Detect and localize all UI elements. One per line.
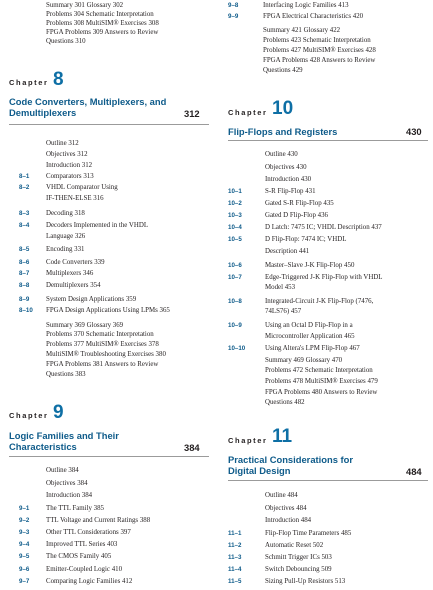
section-title: Automatic Reset 502 — [265, 542, 324, 549]
summary-line: Summary 301 Glossary 302 — [46, 2, 124, 9]
section-number: 8–10 — [19, 307, 33, 314]
divider — [9, 456, 209, 457]
section-title: Comparators 313 — [46, 173, 94, 180]
section-title: VHDL Comparator Using — [46, 184, 118, 191]
section-number: 8–7 — [19, 270, 30, 277]
section-title: FPGA Design Applications Using LPMs 365 — [46, 307, 170, 314]
section-number: 10–9 — [228, 322, 242, 329]
chapter-label: Chapter — [9, 411, 49, 420]
section-number: 8–9 — [19, 296, 30, 303]
section-number: 8–3 — [19, 210, 30, 217]
chapter-title: Demultiplexers — [9, 107, 77, 118]
chapter-title: Digital Design — [228, 465, 291, 476]
section-title: The TTL Family 385 — [46, 505, 104, 512]
section-title: Using Altera's LPM Flip-Flop 467 — [265, 345, 360, 352]
chapter-page: 430 — [406, 126, 422, 137]
summary-line: Problems 478 MultiSIM® Exercises 479 — [265, 378, 378, 385]
section-title: Encoding 331 — [46, 246, 85, 253]
section-title: The CMOS Family 405 — [46, 553, 112, 560]
chapter-number: 8 — [53, 69, 64, 90]
chapter-title: Logic Families and Their — [9, 430, 119, 441]
section-number: 9–4 — [19, 541, 30, 548]
section-title: Decoders Implemented in the VHDL — [46, 222, 149, 229]
summary-line: FPGA Problems 309 Answers to Review — [46, 29, 159, 36]
section-number: 10–10 — [228, 345, 246, 352]
section-title: Language 326 — [46, 233, 86, 240]
summary-line: Problems 370 Schematic Interpretation — [46, 331, 154, 338]
intro-outline: Outline 312 — [46, 140, 79, 147]
summary-line: Questions 310 — [46, 38, 86, 45]
chapter-page: 484 — [406, 466, 422, 477]
section-number: 9–1 — [19, 505, 30, 512]
section-number: 11–1 — [228, 530, 242, 537]
section-number: 11–5 — [228, 578, 242, 585]
chapter-title: Code Converters, Multiplexers, and — [9, 96, 167, 107]
section-number: 11–2 — [228, 542, 242, 549]
section-number: 9–7 — [19, 578, 30, 585]
section-number: 8–4 — [19, 222, 30, 229]
summary-line: Problems 427 MultiSIM® Exercises 428 — [263, 47, 376, 54]
section-title: Emitter-Coupled Logic 410 — [46, 566, 123, 573]
section-title: D Latch: 7475 IC; VHDL Description 437 — [265, 224, 382, 231]
section-title: Decoding 318 — [46, 210, 85, 217]
summary-line: Summary 421 Glossary 422 — [263, 27, 341, 34]
section-title: Sizing Pull-Up Resistors 513 — [265, 578, 346, 585]
section-title: S-R Flip-Flop 431 — [265, 188, 316, 195]
chapter-number: 11 — [272, 426, 293, 447]
section-number: 9–9 — [228, 13, 239, 20]
chapter-title: Characteristics — [9, 441, 77, 452]
summary-line: Questions 383 — [46, 371, 86, 378]
summary-line: Problems 377 MultiSIM® Exercises 378 — [46, 341, 159, 348]
chapter-label: Chapter — [9, 78, 49, 87]
section-title: Gated S-R Flip-Flop 435 — [265, 200, 334, 207]
chapter-number: 10 — [272, 98, 294, 119]
section-number: 9–8 — [228, 2, 239, 9]
section-number: 11–4 — [228, 566, 242, 573]
summary-line: MultiSIM® Troubleshooting Exercises 380 — [46, 351, 166, 358]
summary-line: Summary 469 Glossary 470 — [265, 357, 343, 364]
summary-line: Problems 423 Schematic Interpretation — [263, 37, 371, 44]
chapter-title: Practical Considerations for — [228, 454, 354, 465]
section-title: Description 441 — [265, 248, 310, 255]
divider — [228, 480, 428, 481]
section-title: Multiplexers 346 — [46, 270, 94, 277]
section-number: 11–3 — [228, 554, 242, 561]
section-number: 10–7 — [228, 274, 242, 281]
section-number: 9–5 — [19, 553, 30, 560]
section-title: Improved TTL Series 403 — [46, 541, 118, 548]
section-title: Switch Debouncing 509 — [265, 566, 332, 573]
section-title: Flip-Flop Time Parameters 485 — [265, 530, 352, 537]
section-number: 10–5 — [228, 236, 242, 243]
intro-outline: Outline 484 — [265, 492, 298, 499]
section-title: Microcontroller Application 465 — [265, 333, 355, 340]
section-title: IF-THEN-ELSE 316 — [46, 195, 104, 202]
summary-line: Summary 369 Glossary 369 — [46, 322, 124, 329]
section-number: 8–6 — [19, 259, 30, 266]
section-title: TTL Voltage and Current Ratings 388 — [46, 517, 151, 524]
section-number: 8–2 — [19, 184, 30, 191]
summary-line: FPGA Problems 428 Answers to Review — [263, 57, 376, 64]
intro-introduction: Introduction 430 — [265, 176, 312, 183]
intro-objectives: Objectives 484 — [265, 505, 307, 512]
chapter-title: Flip-Flops and Registers — [228, 126, 338, 137]
section-title: Code Converters 339 — [46, 259, 105, 266]
summary-line: Problems 304 Schematic Interpretation — [46, 11, 154, 18]
summary-line: Problems 472 Schematic Interpretation — [265, 367, 373, 374]
intro-introduction: Introduction 384 — [46, 492, 93, 499]
section-title: Other TTL Considerations 397 — [46, 529, 131, 536]
section-title: Schmitt Trigger ICs 503 — [265, 554, 332, 561]
summary-line: FPGA Problems 480 Answers to Review — [265, 389, 378, 396]
section-number: 8–1 — [19, 173, 30, 180]
chapter-label: Chapter — [228, 436, 268, 445]
section-title: Model 453 — [265, 284, 296, 291]
section-number: 10–1 — [228, 188, 242, 195]
section-number: 10–2 — [228, 200, 242, 207]
section-number: 8–5 — [19, 246, 30, 253]
chapter-page: 384 — [184, 442, 200, 453]
section-title: FPGA Electrical Characteristics 420 — [263, 13, 364, 20]
section-title: Comparing Logic Families 412 — [46, 578, 133, 585]
section-title: Interfacing Logic Families 413 — [263, 2, 349, 9]
intro-outline: Outline 384 — [46, 467, 79, 474]
intro-objectives: Objectives 384 — [46, 480, 88, 487]
intro-outline: Outline 430 — [265, 151, 298, 158]
intro-introduction: Introduction 484 — [265, 517, 312, 524]
section-number: 10–3 — [228, 212, 242, 219]
section-title: Master–Slave J-K Flip-Flop 450 — [265, 262, 355, 269]
divider — [228, 140, 428, 141]
section-number: 8–8 — [19, 282, 30, 289]
intro-introduction: Introduction 312 — [46, 162, 93, 169]
chapter-number: 9 — [53, 402, 64, 423]
section-title: System Design Applications 359 — [46, 296, 137, 303]
section-title: Integrated-Circuit J-K Flip-Flop (7476, — [265, 298, 374, 305]
section-title: Demultiplexers 354 — [46, 282, 101, 289]
section-title: Using an Octal D Flip-Flop in a — [265, 322, 353, 329]
section-number: 10–8 — [228, 298, 242, 305]
summary-line: Questions 429 — [263, 67, 303, 74]
section-title: D Flip-Flop: 7474 IC; VHDL — [265, 236, 347, 243]
section-number: 10–6 — [228, 262, 242, 269]
section-title: 74LS76) 457 — [265, 308, 302, 315]
chapter-label: Chapter — [228, 108, 268, 117]
intro-objectives: Objectives 430 — [265, 164, 307, 171]
section-number: 9–6 — [19, 566, 30, 573]
section-number: 9–3 — [19, 529, 30, 536]
summary-line: Problems 308 MultiSIM® Exercises 308 — [46, 20, 159, 27]
divider — [9, 124, 209, 125]
intro-objectives: Objectives 312 — [46, 151, 88, 158]
summary-line: Questions 482 — [265, 399, 305, 406]
section-title: Gated D Flip-Flop 436 — [265, 212, 328, 219]
summary-line: FPGA Problems 381 Answers to Review — [46, 361, 159, 368]
section-number: 9–2 — [19, 517, 30, 524]
section-title: Edge-Triggered J-K Flip-Flop with VHDL — [265, 274, 383, 281]
section-number: 10–4 — [228, 224, 242, 231]
chapter-page: 312 — [184, 108, 200, 119]
